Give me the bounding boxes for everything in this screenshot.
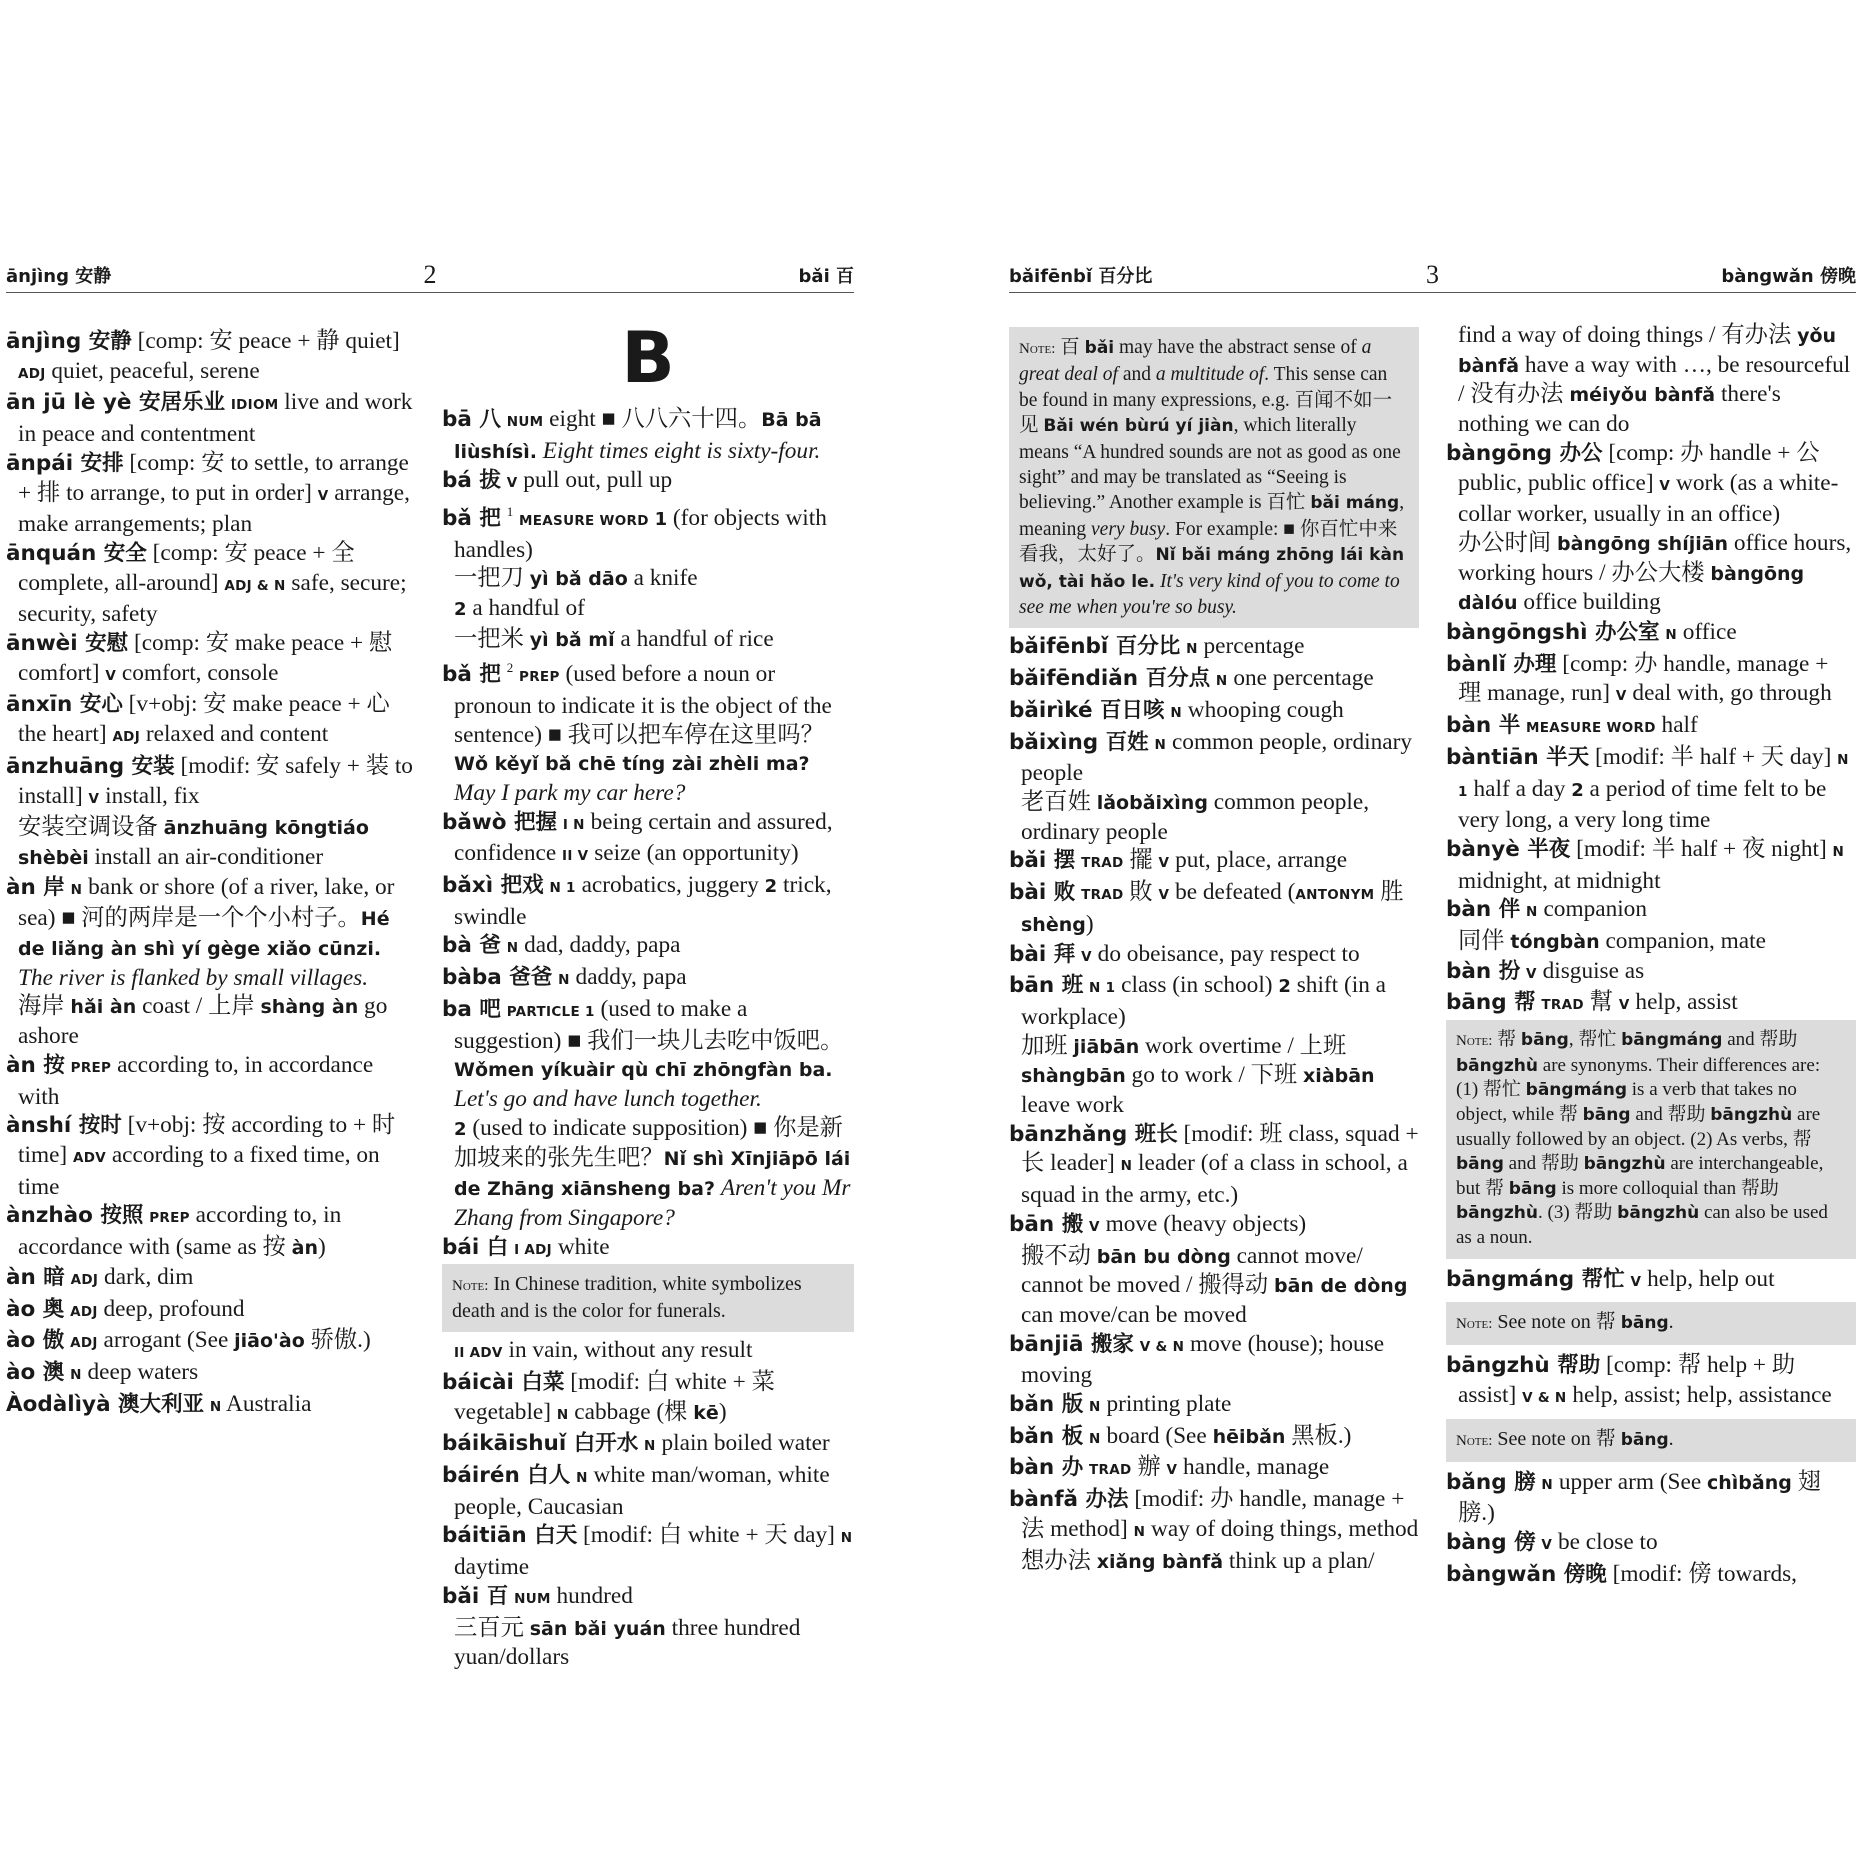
dictionary-entry: ào 傲 ADJ arrogant (See jiāo'ào 骄傲.) bbox=[6, 1327, 371, 1354]
dictionary-entry: bàn 扮 V disguise as bbox=[1446, 957, 1645, 984]
dictionary-entry: bǎi 百 NUM hundred bbox=[442, 1582, 633, 1609]
left-page-column-2 bbox=[442, 317, 854, 1672]
dictionary-entry: bān 班 N 1 class (in school) 2 shift (in a workplace) bbox=[1009, 972, 1387, 1030]
dictionary-entry: bǎwò 把握 I N being certain and assured, confidence II V seize (an opportunity) bbox=[442, 808, 833, 867]
sense-line: II ADV in vain, without any result bbox=[454, 1337, 753, 1364]
dictionary-entry: bāngmáng 帮忙 V help, help out bbox=[1446, 1265, 1775, 1292]
sense-line: 2 (used to indicate supposition) ■ 你是新加坡来的张先生吧？Nǐ shì Xīnjiāpō lái de Zhāng xiānsheng ba? Aren't you Mr Zhang from Singapore? bbox=[454, 1114, 851, 1231]
dictionary-entry: bànyè 半夜 [modif: 半 half + 夜 night] N midnight, at midnight bbox=[1446, 835, 1845, 894]
right-header-guideword: bǎifēnbǐ 百分比 bbox=[1009, 266, 1153, 287]
right-page bbox=[1009, 260, 1856, 1589]
dictionary-entry: bàn 办 TRAD 辦 V handle, manage bbox=[1009, 1454, 1330, 1481]
dictionary-entry: bài 拜 V do obeisance, pay respect to bbox=[1009, 940, 1360, 967]
entry-continuation: ADJ quiet, peaceful, serene bbox=[18, 357, 260, 384]
usage-note: Note: 帮 bāng, 帮忙 bāngmáng and 帮助 bāngzhù are synonyms. Their differences are: (1) 帮忙 bāngmáng is a verb that takes no object, while 帮 bāng and 帮助 bāngzhù are usually followed by an object. (2) As verbs, 帮 bāng and 帮助 bāngzhù are interchangeable, but 帮 bāng is more colloquial than 帮助 bāngzhù. (3) 帮助 bāngzhù can also be used as a noun. bbox=[1446, 1020, 1856, 1258]
example-line: 安装空调设备 ānzhuāng kōngtiáo shèbèi install an air-conditioner bbox=[18, 814, 369, 870]
right-page-column-1 bbox=[1009, 327, 1419, 1589]
dictionary-entry: ānxīn 安心 [v+obj: 安 make peace + 心 the heart] ADJ relaxed and content bbox=[6, 691, 390, 748]
dictionary-entry: bǎn 板 N board (See hēibǎn 黑板.) bbox=[1009, 1422, 1352, 1449]
dictionary-entry: bǎ 把 $^1$ MEASURE WORD 1 (for objects with handles) bbox=[442, 504, 827, 563]
dictionary-entry: bǎifēnbǐ 百分比 N percentage bbox=[1009, 633, 1305, 660]
dictionary-entry: bàngōng 办公 [comp: 办 handle + 公 public, public office] V work (as a white-collar worker, usually in an office) bbox=[1446, 439, 1839, 528]
dictionary-entry: bǎn 版 N printing plate bbox=[1009, 1391, 1232, 1418]
dictionary-entry: bǎifēndiǎn 百分点 N one percentage bbox=[1009, 665, 1374, 692]
example-line: 一把米 yì bǎ mǐ a handful of rice bbox=[454, 625, 774, 652]
dictionary-entry: àn 岸 N bank or shore (of a river, lake, or sea) ■ 河的两岸是一个个小村子。Hé de liǎng àn shì yí gège xiǎo cūnzi. The river is flanked by small villages. bbox=[6, 873, 395, 991]
example-line: 一把刀 yì bǎ dāo a knife bbox=[454, 565, 698, 592]
right-page-column-2 bbox=[1446, 322, 1856, 1589]
dictionary-entry: bāng 帮 TRAD 幫 V help, assist bbox=[1446, 989, 1738, 1016]
dictionary-entry: ānquán 安全 [comp: 安 peace + 全 complete, all-around] ADJ & N safe, secure; security, safety bbox=[6, 539, 407, 628]
dictionary-entry: bānjiā 搬家 V & N move (house); house moving bbox=[1009, 1330, 1385, 1389]
dictionary-entry: bà 爸 N dad, daddy, papa bbox=[442, 932, 681, 959]
example-line: find a way of doing things / 有办法 yǒu bànfǎ have a way with …, be resourceful / 没有办法 méiyǒu bànfǎ there's nothing we can do bbox=[1458, 322, 1851, 438]
dictionary-entry: ba 吧 PARTICLE 1 (used to make a suggestion) ■ 我们一块儿去吃中饭吧。Wǒmen yíkuàir qù chī zhōngfàn ba. Let's go and have lunch together. bbox=[442, 995, 844, 1112]
dictionary-entry: bàba 爸爸 N daddy, papa bbox=[442, 964, 687, 991]
left-header-guideword-end: bǎi 百 bbox=[798, 266, 854, 287]
usage-note: Note: See note on 帮 bāng. bbox=[1446, 1419, 1856, 1462]
dictionary-entry: bànfǎ 办法 [modif: 办 handle, manage + 法 method] N way of doing things, method bbox=[1009, 1486, 1419, 1542]
dictionary-entry: bàn 半 MEASURE WORD half bbox=[1446, 712, 1698, 739]
dictionary-entry: bàngwǎn 傍晚 [modif: 傍 towards, bbox=[1446, 1560, 1797, 1587]
dictionary-entry: ào 奥 ADJ deep, profound bbox=[6, 1295, 245, 1322]
dictionary-entry: bànlǐ 办理 [comp: 办 handle, manage + 理 manage, run] V deal with, go through bbox=[1446, 650, 1832, 707]
dictionary-entry: báikāishuǐ 白开水 N plain boiled water bbox=[442, 1430, 830, 1457]
dictionary-entry: àn 暗 ADJ dark, dim bbox=[6, 1263, 194, 1290]
usage-note: Note: In Chinese tradition, white symbolizes death and is the color for funerals. bbox=[442, 1264, 854, 1332]
example-line: 海岸 hǎi àn coast / 上岸 shàng àn go ashore bbox=[18, 993, 388, 1050]
dictionary-entry: bǎng 膀 N upper arm (See chìbǎng 翅膀.) bbox=[1446, 1468, 1821, 1527]
usage-note: Note: 百 bǎi may have the abstract sense of a great deal of and a multitude of. This sense can be found in many expressions, e.g. 百闻不如一见 Bǎi wén bùrú yí jiàn, which literally means “A hundred sounds are not as good as one sight” and may be translated as “Seeing is believing.” Another example is 百忙 bǎi máng, meaning very busy. For example: ■ 你百忙中来看我，太好了。Nǐ bǎi máng zhōng lái kàn wǒ, tài hǎo le. It's very kind of you to come to see me when you're so busy. bbox=[1009, 327, 1419, 628]
right-running-head bbox=[1009, 260, 1856, 293]
dictionary-entry: bānzhǎng 班长 [modif: 班 class, squad + 长 leader] N leader (of a class in school, a squad in the army, etc.) bbox=[1009, 1120, 1419, 1209]
dictionary-entry: báitiān 白天 [modif: 白 white + 天 day] N daytime bbox=[442, 1522, 853, 1581]
example-line: 搬不动 bān bu dòng cannot move/ cannot be moved / 搬得动 bān de dòng can move/can be moved bbox=[1021, 1242, 1408, 1328]
dictionary-entry: bǎirìké 百日咳 N whooping cough bbox=[1009, 696, 1344, 723]
dictionary-entry: bàn 伴 N companion bbox=[1446, 896, 1647, 923]
dictionary-entry: bǎi 摆 TRAD 擺 V put, place, arrange bbox=[1009, 847, 1348, 874]
dictionary-entry: àn 按 PREP according to, in accordance with bbox=[6, 1051, 374, 1110]
example-line: 加班 jiābān work overtime / 上班 shàngbān go to work / 下班 xiàbān leave work bbox=[1021, 1032, 1375, 1119]
dictionary-entry: ànzhào 按照 PREP according to, in accordance with (same as 按 àn) bbox=[6, 1202, 342, 1261]
dictionary-entry: bàntiān 半天 [modif: 半 half + 天 day] N 1 half a day 2 a period of time felt to be very long, a very long time bbox=[1446, 743, 1849, 834]
dictionary-entry: ānjìng 安静 [comp: 安 peace + 静 quiet] bbox=[6, 328, 400, 354]
dictionary-entry: ānzhuāng 安装 [modif: 安 safely + 装 to install] V install, fix bbox=[6, 752, 413, 809]
left-page bbox=[6, 260, 854, 1672]
example-line: 同伴 tóngbàn companion, mate bbox=[1458, 928, 1766, 955]
left-running-head bbox=[6, 260, 854, 293]
dictionary-entry: bǎxì 把戏 N 1 acrobatics, juggery 2 trick, swindle bbox=[442, 872, 832, 930]
dictionary-entry: ào 澳 N deep waters bbox=[6, 1358, 199, 1385]
dictionary-entry: bái 白 I ADJ white bbox=[442, 1233, 610, 1260]
dictionary-entry: ān jū lè yè 安居乐业 IDIOM live and work in peace and contentment bbox=[6, 389, 413, 448]
left-header-guideword: ānjìng 安静 bbox=[6, 266, 112, 287]
example-line: 办公时间 bàngōng shíjiān office hours, working hours / 办公大楼 bàngōng dàlóu office building bbox=[1458, 529, 1852, 616]
dictionary-entry: bàngōngshì 办公室 N office bbox=[1446, 619, 1737, 646]
right-page-number: 3 bbox=[1426, 260, 1439, 289]
sense-line: 2 a handful of bbox=[454, 594, 585, 621]
dictionary-entry: bāngzhù 帮助 [comp: 帮 help + 助 assist] V & N help, assist; help, assistance bbox=[1446, 1352, 1832, 1408]
dictionary-entry: ànshí 按时 [v+obj: 按 according to + 时 time] ADV according to a fixed time, on time bbox=[6, 1112, 396, 1200]
dictionary-entry: báirén 白人 N white man/woman, white people, Caucasian bbox=[442, 1462, 830, 1520]
example-line: 想办法 xiǎng bànfǎ think up a plan/ bbox=[1021, 1547, 1375, 1574]
dictionary-entry: bān 搬 V move (heavy objects) bbox=[1009, 1210, 1307, 1237]
example-line: 三百元 sān bǎi yuán three hundred yuan/dollars bbox=[454, 1614, 801, 1671]
example-line: 老百姓 lǎobǎixìng common people, ordinary people bbox=[1021, 788, 1370, 845]
dictionary-entry: ānpái 安排 [comp: 安 to settle, to arrange + 排 to arrange, to put in order] V arrange, make arrangements; plan bbox=[6, 449, 410, 538]
dictionary-entry: bài 败 TRAD 敗 V be defeated (ANTONYM 胜 shèng) bbox=[1009, 879, 1404, 937]
usage-note: Note: See note on 帮 bāng. bbox=[1446, 1302, 1856, 1345]
dictionary-entry: Àodàlìyà 澳大利亚 N Australia bbox=[6, 1390, 312, 1417]
left-page-number: 2 bbox=[423, 260, 437, 289]
dictionary-entry: bàng 傍 V be close to bbox=[1446, 1529, 1658, 1556]
dictionary-entry: bǎixìng 百姓 N common people, ordinary people bbox=[1009, 728, 1412, 787]
dictionary-entry: bá 拔 V pull out, pull up bbox=[442, 467, 673, 494]
section-letter: B bbox=[621, 317, 675, 399]
right-header-guideword-end: bàngwǎn 傍晚 bbox=[1721, 266, 1856, 287]
dictionary-entry: ānwèi 安慰 [comp: 安 make peace + 慰 comfort] V comfort, console bbox=[6, 630, 393, 686]
dictionary-entry: bǎ 把 $^2$ PREP (used before a noun or pronoun to indicate it is the object of the sentence) ■ 我可以把车停在这里吗？Wǒ kěyǐ bǎ chē tíng zài zhèli ma? May I park my car here? bbox=[442, 660, 832, 806]
dictionary-entry: báicài 白菜 [modif: 白 white + 菜 vegetable] N cabbage (棵 kē) bbox=[442, 1368, 775, 1425]
left-page-column-1 bbox=[6, 327, 418, 1672]
dictionary-entry: bā 八 NUM eight ■ 八八六十四。Bā bā liùshísì. Eight times eight is sixty-four. bbox=[442, 406, 822, 464]
